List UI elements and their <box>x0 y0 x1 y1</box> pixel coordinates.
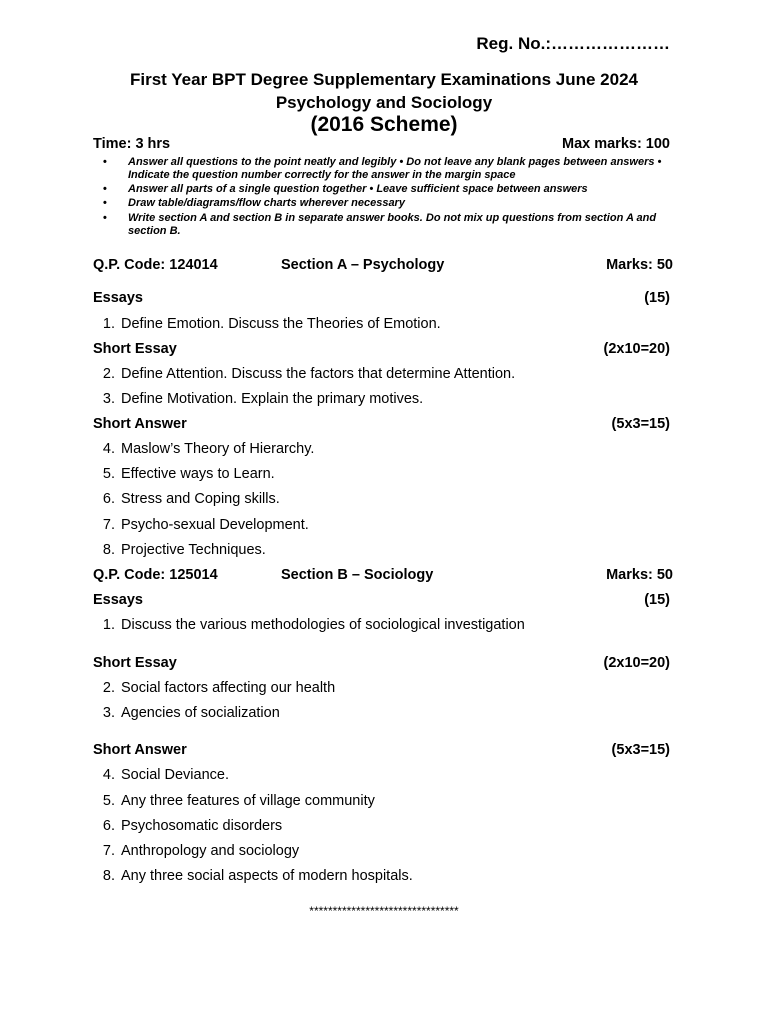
bullet-icon: • <box>103 212 107 224</box>
section-a-short-answer-marks: (5x3=15) <box>611 416 670 432</box>
question-item: 2. Social factors affecting our health <box>102 680 336 696</box>
scheme-title: (2016 Scheme) <box>310 113 458 136</box>
section-b-short-essay-marks: (2x10=20) <box>603 655 670 671</box>
end-marker: ******************************** <box>309 904 459 918</box>
bullet-icon: • <box>103 156 107 168</box>
section-b-short-essay-label: Short Essay <box>93 655 177 671</box>
section-b-short-answer-label: Short Answer <box>93 742 187 758</box>
section-b-essays-label: Essays <box>93 592 143 608</box>
section-b-marks: Marks: 50 <box>606 567 673 583</box>
question-item: 5. Effective ways to Learn. <box>102 466 275 482</box>
question-item: 7. Anthropology and sociology <box>102 843 300 859</box>
instruction-item: • Draw table/diagrams/flow charts wherever necessary <box>103 197 405 209</box>
section-b-short-answer-marks: (5x3=15) <box>611 742 670 758</box>
question-item: 8. Projective Techniques. <box>102 542 266 558</box>
instruction-item: • Answer all parts of a single question together • Leave sufficient space between answers <box>103 183 588 195</box>
section-b-essays-marks: (15) <box>644 592 670 608</box>
question-item: 5. Any three features of village community <box>102 793 375 809</box>
question-item: 7. Psycho-sexual Development. <box>102 517 309 533</box>
question-item: 6. Psychosomatic disorders <box>102 818 283 834</box>
section-a-qp-code: Q.P. Code: 124014 <box>93 257 218 273</box>
question-item: 1. Discuss the various methodologies of sociological investigation <box>102 617 525 633</box>
question-item: 3. Define Motivation. Explain the primary motives. <box>102 391 424 407</box>
section-a-short-answer-label: Short Answer <box>93 416 187 432</box>
section-a-essays-label: Essays <box>93 290 143 306</box>
section-b-title: Section B – Sociology <box>281 567 434 583</box>
subject-title: Psychology and Sociology <box>275 93 493 112</box>
instruction-item: • Write section A and section B in separate answer books. Do not mix up questions from section A and section B. <box>103 212 657 237</box>
bullet-icon: • <box>103 183 107 195</box>
question-item: 4. Maslow’s Theory of Hierarchy. <box>102 441 315 457</box>
max-marks-label: Max marks: 100 <box>561 136 670 152</box>
instruction-item: • Answer all questions to the point neatly and legibly • Do not leave any blank pages between answers • Indicate the question number correctly for the answer in the margin space <box>103 156 662 181</box>
section-a-title: Section A – Psychology <box>281 257 445 273</box>
question-item: 6. Stress and Coping skills. <box>102 491 280 507</box>
section-a-marks: Marks: 50 <box>606 257 673 273</box>
time-label: Time: 3 hrs <box>93 136 171 152</box>
question-item: 4. Social Deviance. <box>102 767 229 783</box>
exam-title: First Year BPT Degree Supplementary Examinations June 2024 <box>130 70 638 89</box>
question-item: 3. Agencies of socialization <box>102 705 280 721</box>
section-a-short-essay-label: Short Essay <box>93 341 177 357</box>
question-item: 8. Any three social aspects of modern hospitals. <box>102 868 413 884</box>
section-b-qp-code: Q.P. Code: 125014 <box>93 567 218 583</box>
question-item: 2. Define Attention. Discuss the factors that determine Attention. <box>102 366 516 382</box>
bullet-icon: • <box>103 197 107 209</box>
section-a-essays-marks: (15) <box>644 290 670 306</box>
question-item: 1. Define Emotion. Discuss the Theories of Emotion. <box>102 316 441 332</box>
section-a-short-essay-marks: (2x10=20) <box>603 341 670 357</box>
reg-no: Reg. No.:………………… <box>476 34 670 53</box>
